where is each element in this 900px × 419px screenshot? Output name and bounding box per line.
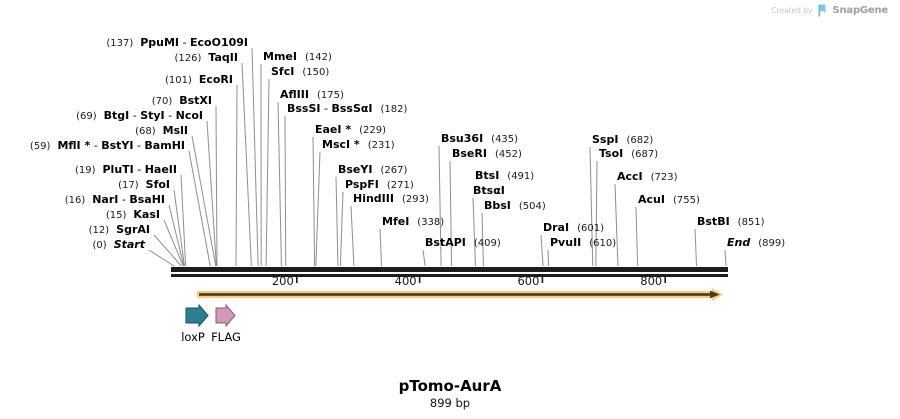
site-label: (16) NarI - BsaHI	[64, 193, 165, 206]
snapgene-logo-icon	[817, 4, 827, 17]
leader-line	[169, 205, 184, 266]
site-label: BbsI (504)	[484, 199, 546, 212]
axis-tick-label: 600	[517, 274, 540, 288]
site-label: PvuII (610)	[550, 236, 617, 249]
leader-line	[548, 250, 549, 266]
site-label: (17) SfoI	[118, 178, 170, 191]
leader-line	[242, 63, 251, 266]
axis-tick-label: 200	[271, 274, 294, 288]
site-label: BtsI (491)	[475, 169, 535, 182]
leader-line	[216, 106, 217, 266]
leader-line	[473, 198, 475, 266]
plasmid-length: 899 bp	[429, 396, 471, 410]
site-label: (126) TaqII	[174, 51, 238, 64]
leader-line	[189, 151, 210, 266]
leader-line	[615, 184, 618, 266]
site-label: MfeI (338)	[382, 215, 445, 228]
site-label: (19) PluTI - HaeII	[74, 163, 177, 176]
site-label: (12) SgrAI	[88, 223, 150, 236]
feature-label-flag: FLAG	[211, 330, 241, 344]
leader-line	[541, 235, 543, 266]
site-label: (137) PpuMI - EcoO109I	[106, 36, 248, 49]
leader-line	[351, 206, 354, 266]
site-label: BssSI - BssSαI (182)	[287, 102, 408, 115]
site-label: DraI (601)	[543, 221, 604, 234]
snapgene-watermark	[771, 4, 888, 17]
axis-tick-label: 400	[394, 274, 417, 288]
leader-line	[252, 48, 258, 266]
feature-label-loxp: loxP	[181, 330, 205, 344]
leader-line	[423, 250, 425, 266]
site-label: BseYI (267)	[338, 163, 408, 176]
site-label: BstAPI (409)	[425, 236, 501, 249]
site-label: HindIII (293)	[353, 192, 429, 205]
leader-line	[174, 190, 184, 266]
site-label: End (899)	[727, 236, 786, 249]
leader-line	[313, 137, 315, 266]
site-label: AflIII (175)	[280, 88, 344, 101]
site-label: (69) BtgI - StyI - NcoI	[76, 109, 203, 122]
site-label: (15) KasI	[105, 208, 160, 221]
leader-line	[380, 229, 382, 266]
leader-line	[695, 229, 697, 266]
site-label: (59) MflI * - BstYI - BamHI	[29, 139, 185, 152]
leader-line	[236, 85, 237, 266]
snapgene-brand-text: SnapGene	[832, 5, 888, 16]
site-label: BseRI (452)	[452, 147, 522, 160]
site-label: (70) BstXI	[151, 94, 212, 107]
site-label: AcuI (755)	[638, 193, 700, 206]
feature-arrow-loxp	[186, 305, 208, 326]
site-label: EaeI * (229)	[315, 123, 386, 136]
site-label: SfcI (150)	[271, 65, 330, 78]
leader-line	[336, 177, 338, 266]
leader-line	[285, 116, 286, 266]
site-label: (101) EcoRI	[164, 73, 233, 86]
site-label: (68) MslI	[135, 124, 188, 137]
site-label-synonym: BtsαI	[473, 184, 505, 197]
site-label: MscI * (231)	[322, 138, 395, 151]
leader-line	[266, 79, 269, 266]
leader-line	[340, 192, 343, 266]
sequence-bar-top	[171, 267, 728, 272]
leader-line	[316, 152, 320, 266]
site-label: (0) Start	[92, 238, 145, 251]
leader-line	[149, 250, 174, 266]
created-by-text: Created by	[771, 6, 813, 15]
leader-line	[164, 220, 183, 266]
site-label: AccI (723)	[617, 170, 678, 183]
leader-line	[181, 175, 186, 266]
leader-line	[636, 207, 638, 266]
site-label: SspI (682)	[592, 133, 654, 146]
site-label: MmeI (142)	[263, 50, 332, 63]
site-label: PspFI (271)	[345, 178, 414, 191]
orf-arrow-core	[199, 293, 711, 296]
leader-line	[278, 102, 281, 266]
site-label: Bsu36I (435)	[441, 132, 519, 145]
plasmid-title: pTomo-AurA	[398, 377, 502, 395]
axis-tick-label: 800	[640, 274, 663, 288]
site-label: TsoI (687)	[599, 147, 659, 160]
feature-arrow-flag	[216, 305, 235, 326]
site-label: BstBI (851)	[697, 215, 765, 228]
leader-line	[725, 250, 726, 266]
